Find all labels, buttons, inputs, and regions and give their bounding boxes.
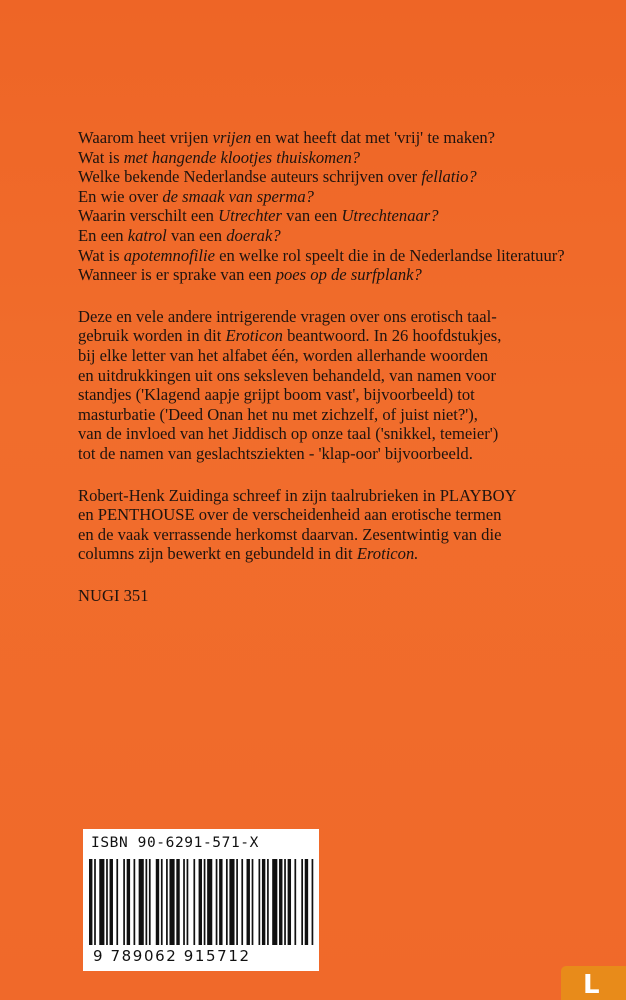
- italic-term: Eroticon: [225, 326, 283, 346]
- barcode-bar: [116, 859, 118, 945]
- barcode-bar: [127, 859, 130, 945]
- italic-term: fellatio?: [421, 167, 477, 187]
- italic-term: de smaak van sperma?: [162, 186, 314, 206]
- barcode-bar: [301, 859, 303, 945]
- barcode-bar: [236, 859, 238, 945]
- italic-term: apotemnofilie: [123, 245, 215, 265]
- barcode-bar: [199, 859, 202, 945]
- question-line: [78, 187, 578, 207]
- nugi-code: NUGI 351: [78, 585, 149, 605]
- barcode-bar: [149, 859, 151, 945]
- barcode-bar: [156, 859, 159, 945]
- paragraph-line: [78, 326, 578, 346]
- barcode-label: [83, 829, 319, 971]
- paragraph-line: [78, 366, 578, 386]
- italic-term: Utrechter: [218, 206, 283, 226]
- paragraph-line: [78, 486, 578, 506]
- barcode-bar: [207, 859, 212, 945]
- text-run: tot de namen van geslachtsziekten - 'klap-oor' bijvoorbeeld.: [78, 443, 473, 463]
- paragraph-line: [78, 346, 578, 366]
- barcode-bar: [161, 859, 163, 945]
- barcode-bar: [94, 859, 96, 945]
- barcode-bar: [169, 859, 174, 945]
- text-run: en welke rol speelt die in de Nederlandse literatuur?: [214, 245, 565, 265]
- barcode-bar: [166, 859, 168, 945]
- text-run: columns zijn bewerkt en gebundeld in dit: [78, 544, 357, 564]
- text-run: Wat is: [78, 245, 124, 265]
- barcode-bar: [252, 859, 254, 945]
- barcode-bars: [89, 859, 315, 945]
- barcode-bar: [204, 859, 206, 945]
- italic-term: doerak?: [226, 225, 281, 245]
- text-run: Welke bekende Nederlandse auteurs schrijven over: [78, 167, 422, 187]
- question-line: [78, 226, 578, 246]
- paragraph-line: [78, 505, 578, 525]
- text-run: gebruik worden in dit: [78, 326, 226, 346]
- barcode-bar: [305, 859, 308, 945]
- ean-digits: 9 789062 915712: [93, 947, 251, 965]
- barcode-bar: [193, 859, 195, 945]
- text-run: standjes ('Klagend aapje grijpt boom vast', bijvoorbeeld) tot: [78, 385, 475, 405]
- italic-term: met hangende klootjes thuiskomen?: [123, 147, 361, 167]
- text-run: en PENTHOUSE over de verscheidenheid aan erotische termen: [78, 505, 502, 525]
- text-run: en wat heeft dat met 'vrij' te maken?: [251, 128, 496, 147]
- barcode-bar: [106, 859, 108, 945]
- barcode-bar: [89, 859, 92, 945]
- barcode-bar: [241, 859, 243, 945]
- text-run: van de invloed van het Jiddisch op onze taal ('snikkel, temeier'): [78, 424, 499, 444]
- question-list: [78, 128, 578, 285]
- barcode-bar: [279, 859, 282, 945]
- barcode-bar: [123, 859, 125, 945]
- paragraph-line: [78, 444, 578, 464]
- barcode-bar: [183, 859, 185, 945]
- barcode-bar: [259, 859, 261, 945]
- barcode-bar: [176, 859, 179, 945]
- question-line: [78, 167, 578, 187]
- text-run: en de vaak verrassende herkomst daarvan. Zesentwintig van die: [78, 524, 502, 544]
- barcode-bar: [247, 859, 250, 945]
- text-run: Robert-Henk Zuidinga schreef in zijn taalrubrieken in PLAYBOY: [78, 485, 517, 505]
- question-line: [78, 128, 578, 148]
- text-run: en uitdrukkingen uit ons seksleven behandeld, van namen voor: [78, 365, 496, 385]
- text-run: Wanneer is er sprake van een: [78, 265, 276, 285]
- paragraph-line: [78, 405, 578, 425]
- italic-term: vrijen: [212, 128, 252, 147]
- barcode-bar: [226, 859, 228, 945]
- paragraph-line: [78, 544, 578, 564]
- question-line: [78, 246, 578, 266]
- text-run: Waarin verschilt een: [78, 206, 219, 226]
- text-run: van een: [166, 225, 227, 245]
- barcode-bar: [262, 859, 265, 945]
- text-run: masturbatie ('Deed Onan het nu met zichzelf, of juist niet?'),: [78, 404, 478, 424]
- text-run: En een: [78, 225, 128, 245]
- barcode-bar: [99, 859, 104, 945]
- blurb-text: [78, 128, 578, 605]
- italic-term: Eroticon.: [356, 544, 419, 564]
- barcode-bar: [216, 859, 218, 945]
- barcode-bar: [110, 859, 113, 945]
- barcode-bar: [146, 859, 148, 945]
- barcode-bar: [134, 859, 136, 945]
- barcode-bar: [187, 859, 189, 945]
- barcode-bar: [294, 859, 296, 945]
- italic-term: Utrechtenaar?: [341, 206, 439, 226]
- paragraph-line: [78, 307, 578, 327]
- paragraph-line: [78, 385, 578, 405]
- text-run: Deze en vele andere intrigerende vragen over ons erotisch taal-: [78, 306, 497, 326]
- text-run: En wie over: [78, 186, 163, 206]
- barcode-bar: [272, 859, 277, 945]
- italic-term: poes op de surfplank?: [275, 265, 422, 285]
- question-line: [78, 206, 578, 226]
- barcode-bar: [284, 859, 286, 945]
- logo-letter: L: [583, 970, 600, 1000]
- barcode-bar: [312, 859, 314, 945]
- question-line: [78, 265, 578, 285]
- italic-term: katrol: [127, 225, 167, 245]
- publisher-logo: [561, 966, 626, 1000]
- paragraph-line: [78, 525, 578, 545]
- text-run: Waarom heet vrijen: [78, 128, 213, 147]
- text-run: bij elke letter van het alfabet één, worden allerhande woorden: [78, 345, 489, 365]
- text-run: beantwoord. In 26 hoofdstukjes,: [282, 326, 502, 346]
- author-paragraph: [78, 486, 578, 564]
- isbn-number: ISBN 90-6291-571-X: [91, 835, 259, 851]
- description-paragraph: [78, 307, 578, 464]
- barcode-bar: [267, 859, 269, 945]
- barcode-bar: [219, 859, 222, 945]
- paragraph-line: [78, 424, 578, 444]
- text-run: Wat is: [78, 147, 124, 167]
- question-line: [78, 148, 578, 168]
- text-run: van een: [282, 206, 342, 226]
- barcode-bar: [288, 859, 291, 945]
- barcode-bar: [229, 859, 234, 945]
- barcode-bar: [139, 859, 144, 945]
